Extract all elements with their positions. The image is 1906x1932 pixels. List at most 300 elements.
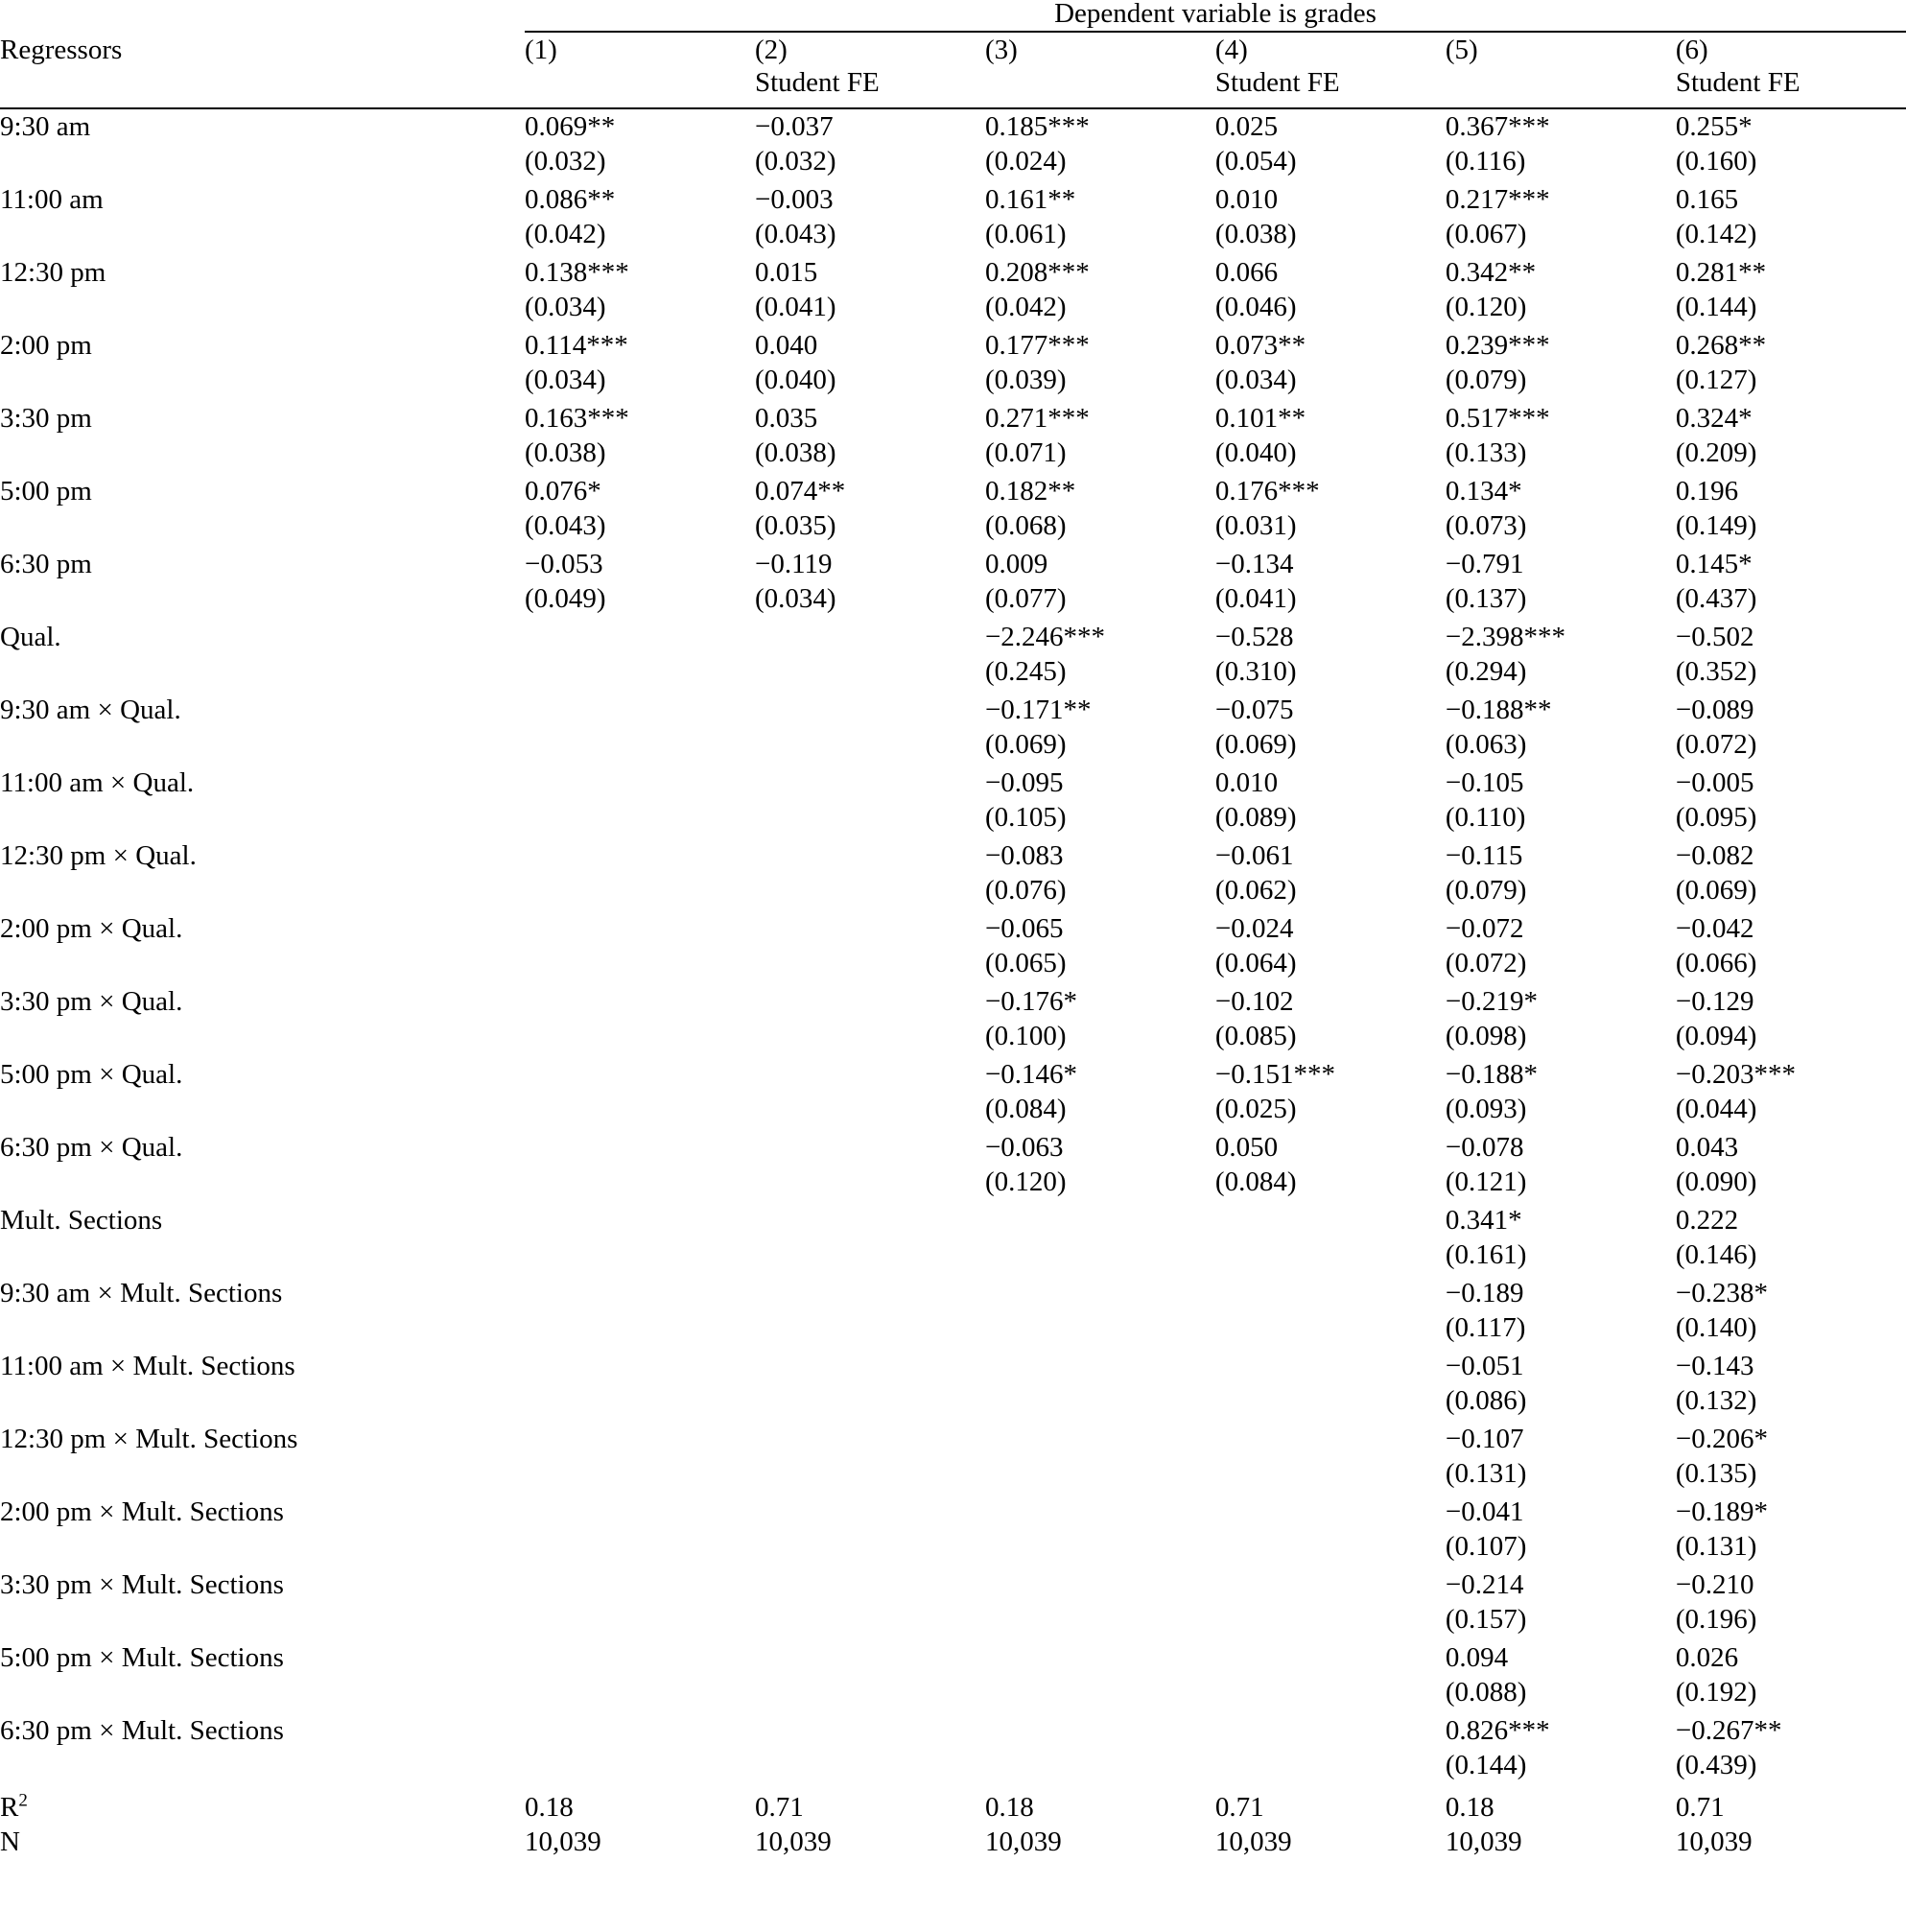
coefficient-cell: 0.010 <box>1214 767 1279 798</box>
row-label: 9:30 am × Mult. Sections <box>0 1278 283 1308</box>
standard-error-cell <box>525 1241 755 1276</box>
row-label-spacer <box>0 1023 525 1057</box>
coefficient-cell: −0.210 <box>1675 1569 1754 1600</box>
standard-error-cell: (0.041) <box>1214 583 1297 614</box>
row-label: 11:00 am × Mult. Sections <box>0 1351 295 1381</box>
coefficient-cell <box>525 1130 755 1168</box>
standard-error-cell: (0.043) <box>754 219 836 249</box>
standard-error-cell: (0.032) <box>525 146 606 177</box>
coefficient-cell <box>755 1276 985 1314</box>
coefficient-cell: −0.189 <box>1445 1278 1524 1308</box>
standard-error-cell: (0.121) <box>1445 1166 1527 1197</box>
table-row-stderr <box>0 1752 1906 1786</box>
standard-error-cell <box>755 1314 985 1349</box>
row-label: Mult. Sections <box>0 1205 163 1236</box>
table-row <box>0 693 1906 731</box>
table-row-stderr <box>0 1460 1906 1495</box>
statistic-value-cell: 10,039 <box>1214 1826 1292 1857</box>
coefficient-cell: −0.107 <box>1445 1424 1524 1454</box>
row-label: 5:00 pm × Qual. <box>0 1059 183 1090</box>
coefficient-cell <box>525 1495 755 1533</box>
standard-error-cell <box>985 1241 1215 1276</box>
statistic-value-cell: 0.18 <box>984 1792 1034 1823</box>
table-row <box>0 182 1906 221</box>
statistic-value-cell: 0.71 <box>754 1792 804 1823</box>
table-header <box>0 0 1906 108</box>
coefficient-cell: −0.146* <box>984 1059 1078 1090</box>
standard-error-cell <box>755 658 985 693</box>
standard-error-cell: (0.034) <box>754 583 836 614</box>
statistic-row <box>0 1826 1906 1861</box>
statistic-value-cell: 10,039 <box>984 1826 1062 1857</box>
coefficient-cell: 0.043 <box>1675 1132 1739 1163</box>
coefficient-cell: 0.094 <box>1445 1642 1509 1673</box>
table-row <box>0 911 1906 950</box>
coefficient-cell <box>755 1203 985 1241</box>
coefficient-cell <box>525 1567 755 1606</box>
column-subtitle-6: Student FE <box>1676 69 1906 108</box>
table-row-stderr <box>0 512 1906 547</box>
coefficient-cell: −0.188** <box>1445 695 1552 725</box>
table-row-stderr <box>0 1606 1906 1640</box>
standard-error-cell <box>525 1387 755 1422</box>
coefficient-cell <box>1215 1495 1446 1533</box>
standard-error-cell <box>525 950 755 984</box>
standard-error-cell: (0.089) <box>1214 802 1297 833</box>
row-label: 6:30 pm × Qual. <box>0 1132 183 1163</box>
statistic-value-cell: 0.71 <box>1675 1792 1725 1823</box>
standard-error-cell <box>755 1679 985 1713</box>
column-number-row <box>0 32 1906 69</box>
standard-error-cell <box>985 1752 1215 1786</box>
table-row-stderr <box>0 1241 1906 1276</box>
coefficient-cell: −0.151*** <box>1214 1059 1336 1090</box>
standard-error-cell: (0.196) <box>1675 1604 1757 1635</box>
standard-error-cell: (0.209) <box>1675 437 1757 468</box>
standard-error-cell: (0.034) <box>525 365 606 395</box>
table-row-stderr <box>0 1533 1906 1567</box>
table-row-stderr <box>0 1387 1906 1422</box>
coefficient-cell: 0.076* <box>525 476 601 507</box>
standard-error-cell: (0.245) <box>984 656 1067 687</box>
standard-error-cell <box>525 1023 755 1057</box>
standard-error-cell: (0.069) <box>984 729 1067 760</box>
standard-error-cell <box>1215 1533 1446 1567</box>
standard-error-cell: (0.043) <box>525 510 606 541</box>
row-label: 11:00 am <box>0 184 104 215</box>
coefficient-cell: −0.176* <box>984 986 1078 1017</box>
coefficient-cell: −0.095 <box>984 767 1064 798</box>
coefficient-cell <box>985 1276 1215 1314</box>
coefficient-cell: 0.185*** <box>984 111 1090 142</box>
statistic-value-cell: 10,039 <box>525 1826 601 1857</box>
coefficient-cell <box>985 1349 1215 1387</box>
coefficient-cell: 0.239*** <box>1445 330 1550 361</box>
standard-error-cell: (0.161) <box>1445 1239 1527 1270</box>
coefficient-cell <box>525 620 755 658</box>
coefficient-cell: −0.115 <box>1445 840 1523 871</box>
standard-error-cell <box>525 1168 755 1203</box>
standard-error-cell <box>985 1314 1215 1349</box>
standard-error-cell: (0.042) <box>984 292 1067 322</box>
row-label-spacer <box>0 731 525 766</box>
coefficient-cell <box>525 838 755 877</box>
standard-error-cell: (0.063) <box>1445 729 1527 760</box>
standard-error-cell: (0.160) <box>1675 146 1757 177</box>
coefficient-cell: −2.398*** <box>1445 622 1565 652</box>
coefficient-cell <box>985 1422 1215 1460</box>
row-label-spacer <box>0 1168 525 1203</box>
coefficient-cell: −0.003 <box>754 184 834 215</box>
standard-error-cell: (0.068) <box>984 510 1067 541</box>
coefficient-cell: 0.826*** <box>1445 1715 1550 1746</box>
table-row-stderr <box>0 366 1906 401</box>
coefficient-cell <box>755 693 985 731</box>
regressors-label: Regressors <box>0 35 123 65</box>
coefficient-cell: −0.203*** <box>1675 1059 1796 1090</box>
standard-error-cell: (0.031) <box>1214 510 1297 541</box>
table-body <box>0 108 1906 1861</box>
standard-error-cell <box>755 1023 985 1057</box>
standard-error-cell: (0.192) <box>1675 1677 1757 1708</box>
coefficient-cell <box>1215 1640 1446 1679</box>
coefficient-cell <box>755 984 985 1023</box>
statistic-label <box>0 1786 525 1826</box>
coefficient-cell <box>525 1640 755 1679</box>
standard-error-cell: (0.064) <box>1214 948 1297 978</box>
coefficient-cell <box>1215 1349 1446 1387</box>
column-subtitle-2: Student FE <box>755 69 985 108</box>
standard-error-cell <box>525 877 755 911</box>
coefficient-cell: 0.069** <box>525 111 616 142</box>
standard-error-cell: (0.120) <box>984 1166 1067 1197</box>
standard-error-cell <box>985 1460 1215 1495</box>
coefficient-cell: 0.217*** <box>1445 184 1550 215</box>
coefficient-cell <box>985 1640 1215 1679</box>
standard-error-cell: (0.040) <box>754 365 836 395</box>
coefficient-cell: −0.791 <box>1445 549 1524 579</box>
standard-error-cell: (0.084) <box>984 1094 1067 1124</box>
coefficient-cell: −0.105 <box>1445 767 1524 798</box>
row-label-spacer <box>0 148 525 182</box>
row-label: Qual. <box>0 622 61 652</box>
coefficient-cell: −0.267** <box>1675 1715 1782 1746</box>
standard-error-cell: (0.040) <box>1214 437 1297 468</box>
row-label-spacer <box>0 877 525 911</box>
column-subtitle-4: Student FE <box>1215 69 1446 108</box>
coefficient-cell: −2.246*** <box>984 622 1106 652</box>
coefficient-cell: 0.138*** <box>525 257 629 288</box>
column-header-3: (3) <box>984 35 1018 65</box>
standard-error-cell <box>1215 1606 1446 1640</box>
standard-error-cell: (0.035) <box>754 510 836 541</box>
table-row-stderr <box>0 1314 1906 1349</box>
coefficient-cell <box>985 1203 1215 1241</box>
coefficient-cell: 0.114*** <box>525 330 628 361</box>
standard-error-cell: (0.054) <box>1214 146 1297 177</box>
table-row-stderr <box>0 1168 1906 1203</box>
standard-error-cell <box>525 1314 755 1349</box>
header-spacer-cell <box>0 0 525 32</box>
coefficient-cell: −0.129 <box>1675 986 1754 1017</box>
statistic-value-cell: 10,039 <box>1445 1826 1522 1857</box>
coefficient-cell <box>1215 1567 1446 1606</box>
standard-error-cell: (0.041) <box>754 292 836 322</box>
column-subtitle-1 <box>525 69 755 108</box>
column-header-4: (4) <box>1214 35 1248 65</box>
row-label: 2:00 pm <box>0 330 92 361</box>
standard-error-cell: (0.131) <box>1675 1531 1757 1562</box>
coefficient-cell: −0.189* <box>1675 1496 1768 1527</box>
table-row-stderr <box>0 731 1906 766</box>
standard-error-cell <box>1215 1679 1446 1713</box>
coefficient-cell <box>525 1057 755 1096</box>
standard-error-cell: (0.079) <box>1445 875 1527 906</box>
standard-error-cell: (0.069) <box>1675 875 1757 906</box>
standard-error-cell: (0.077) <box>984 583 1067 614</box>
standard-error-cell <box>755 804 985 838</box>
coefficient-cell: −0.037 <box>754 111 834 142</box>
row-label-spacer <box>0 439 525 474</box>
table-row <box>0 401 1906 439</box>
statistic-label-superscript: 2 <box>18 1790 28 1811</box>
row-label-spacer <box>0 804 525 838</box>
statistic-label-base: R <box>0 1792 19 1823</box>
standard-error-cell: (0.071) <box>984 437 1067 468</box>
table-row <box>0 838 1906 877</box>
standard-error-cell: (0.044) <box>1675 1094 1757 1124</box>
standard-error-cell <box>755 1168 985 1203</box>
coefficient-cell: −0.214 <box>1445 1569 1524 1600</box>
coefficient-cell: 0.066 <box>1214 257 1279 288</box>
standard-error-cell <box>755 731 985 766</box>
row-label-spacer <box>0 1387 525 1422</box>
row-label: 3:30 pm × Qual. <box>0 986 183 1017</box>
standard-error-cell: (0.149) <box>1675 510 1757 541</box>
standard-error-cell <box>755 1096 985 1130</box>
coefficient-cell: 0.163*** <box>525 403 629 434</box>
standard-error-cell <box>525 1460 755 1495</box>
standard-error-cell: (0.086) <box>1445 1385 1527 1416</box>
coefficient-cell: 0.342** <box>1445 257 1537 288</box>
coefficient-cell: −0.102 <box>1214 986 1294 1017</box>
standard-error-cell: (0.025) <box>1214 1094 1297 1124</box>
standard-error-cell <box>755 1241 985 1276</box>
standard-error-cell: (0.069) <box>1214 729 1297 760</box>
table-row <box>0 1057 1906 1096</box>
standard-error-cell: (0.034) <box>525 292 606 322</box>
standard-error-cell <box>525 1752 755 1786</box>
table-row <box>0 620 1906 658</box>
row-label: 12:30 pm × Mult. Sections <box>0 1424 298 1454</box>
table-row-stderr <box>0 804 1906 838</box>
coefficient-cell <box>1215 1713 1446 1752</box>
table-row <box>0 1640 1906 1679</box>
column-header-6: (6) <box>1675 35 1708 65</box>
standard-error-cell <box>525 731 755 766</box>
table-row <box>0 1203 1906 1241</box>
table-row <box>0 1349 1906 1387</box>
row-label-spacer <box>0 512 525 547</box>
coefficient-cell <box>525 1203 755 1241</box>
standard-error-cell: (0.085) <box>1214 1021 1297 1051</box>
standard-error-cell: (0.116) <box>1445 146 1526 177</box>
standard-error-cell: (0.038) <box>525 437 606 468</box>
standard-error-cell: (0.032) <box>754 146 836 177</box>
standard-error-cell <box>985 1606 1215 1640</box>
coefficient-cell: 0.025 <box>1214 111 1279 142</box>
row-label: 6:30 pm × Mult. Sections <box>0 1715 284 1746</box>
coefficient-cell: −0.078 <box>1445 1132 1524 1163</box>
coefficient-cell: 0.009 <box>984 549 1048 579</box>
standard-error-cell <box>755 1606 985 1640</box>
row-label-spacer <box>0 585 525 620</box>
standard-error-cell: (0.437) <box>1675 583 1757 614</box>
table-row <box>0 984 1906 1023</box>
standard-error-cell: (0.073) <box>1445 510 1527 541</box>
row-label-spacer <box>0 658 525 693</box>
standard-error-cell <box>525 1096 755 1130</box>
coefficient-cell <box>755 838 985 877</box>
coefficient-cell <box>525 693 755 731</box>
coefficient-cell: 0.208*** <box>984 257 1090 288</box>
statistic-value-cell: 0.18 <box>1445 1792 1494 1823</box>
coefficient-cell <box>1215 1203 1446 1241</box>
standard-error-cell: (0.107) <box>1445 1531 1527 1562</box>
table-row <box>0 547 1906 585</box>
coefficient-cell <box>755 1495 985 1533</box>
standard-error-cell: (0.079) <box>1445 365 1527 395</box>
table-row <box>0 328 1906 366</box>
coefficient-cell: −0.188* <box>1445 1059 1538 1090</box>
standard-error-cell: (0.146) <box>1675 1239 1757 1270</box>
standard-error-cell: (0.100) <box>984 1021 1067 1051</box>
table-row <box>0 474 1906 512</box>
coefficient-cell: −0.143 <box>1675 1351 1754 1381</box>
statistic-label: N <box>0 1826 20 1857</box>
standard-error-cell <box>755 1533 985 1567</box>
row-label-spacer <box>0 221 525 255</box>
coefficient-cell <box>525 1422 755 1460</box>
coefficient-cell <box>1215 1422 1446 1460</box>
statistic-value-cell: 0.18 <box>525 1792 574 1823</box>
column-header-1: (1) <box>525 35 557 65</box>
table-row-stderr <box>0 1679 1906 1713</box>
coefficient-cell: −0.171** <box>984 695 1092 725</box>
coefficient-cell <box>1215 1276 1446 1314</box>
standard-error-cell <box>755 950 985 984</box>
dependent-variable-header-row <box>0 0 1906 32</box>
coefficient-cell <box>985 1567 1215 1606</box>
row-label: 2:00 pm × Qual. <box>0 913 183 944</box>
coefficient-cell: −0.089 <box>1675 695 1754 725</box>
coefficient-cell: −0.083 <box>984 840 1064 871</box>
statistic-row <box>0 1786 1906 1826</box>
coefficient-cell: −0.219* <box>1445 986 1538 1017</box>
standard-error-cell <box>1215 1460 1446 1495</box>
column-subtitle-3 <box>985 69 1215 108</box>
standard-error-cell: (0.038) <box>754 437 836 468</box>
standard-error-cell <box>755 877 985 911</box>
table-row <box>0 1422 1906 1460</box>
coefficient-cell: −0.502 <box>1675 622 1754 652</box>
coefficient-cell: −0.119 <box>754 549 833 579</box>
standard-error-cell <box>1215 1314 1446 1349</box>
column-subtitle-5 <box>1446 69 1676 108</box>
coefficient-cell: 0.367*** <box>1445 111 1550 142</box>
standard-error-cell: (0.131) <box>1445 1458 1527 1489</box>
row-label: 9:30 am <box>0 111 91 142</box>
dependent-variable-title: Dependent variable is grades <box>525 0 1906 32</box>
table-row-stderr <box>0 439 1906 474</box>
standard-error-cell: (0.076) <box>984 875 1067 906</box>
table-row-stderr <box>0 1023 1906 1057</box>
row-label: 5:00 pm <box>0 476 92 507</box>
coefficient-cell <box>755 1349 985 1387</box>
row-label-spacer <box>0 1096 525 1130</box>
standard-error-cell: (0.039) <box>984 365 1067 395</box>
coefficient-cell: −0.051 <box>1445 1351 1524 1381</box>
coefficient-cell: 0.026 <box>1675 1642 1739 1673</box>
table-row-stderr <box>0 1096 1906 1130</box>
standard-error-cell: (0.042) <box>525 219 606 249</box>
row-label: 6:30 pm <box>0 549 92 579</box>
coefficient-cell: −0.065 <box>984 913 1064 944</box>
coefficient-cell <box>755 1057 985 1096</box>
table-row-stderr <box>0 294 1906 328</box>
coefficient-cell <box>985 1713 1215 1752</box>
coefficient-cell: −0.061 <box>1214 840 1294 871</box>
row-label: 12:30 pm <box>0 257 106 288</box>
standard-error-cell: (0.093) <box>1445 1094 1527 1124</box>
coefficient-cell: 0.517*** <box>1445 403 1550 434</box>
standard-error-cell <box>985 1533 1215 1567</box>
standard-error-cell: (0.046) <box>1214 292 1297 322</box>
coefficient-cell <box>985 1495 1215 1533</box>
row-label-spacer <box>0 1679 525 1713</box>
table-row-stderr <box>0 221 1906 255</box>
row-label: 9:30 am × Qual. <box>0 695 181 725</box>
coefficient-cell <box>525 1349 755 1387</box>
standard-error-cell: (0.034) <box>1214 365 1297 395</box>
coefficient-cell: 0.268** <box>1675 330 1767 361</box>
standard-error-cell: (0.067) <box>1445 219 1527 249</box>
coefficient-cell: −0.041 <box>1445 1496 1524 1527</box>
row-label: 2:00 pm × Mult. Sections <box>0 1496 284 1527</box>
standard-error-cell: (0.098) <box>1445 1021 1527 1051</box>
coefficient-cell: 0.161** <box>984 184 1076 215</box>
coefficient-cell <box>525 766 755 804</box>
coefficient-cell: 0.176*** <box>1214 476 1320 507</box>
table-row <box>0 1567 1906 1606</box>
coefficient-cell: 0.196 <box>1675 476 1739 507</box>
row-label-spacer <box>0 1460 525 1495</box>
row-label-spacer <box>0 1533 525 1567</box>
standard-error-cell: (0.117) <box>1445 1312 1526 1343</box>
table-row-stderr <box>0 877 1906 911</box>
standard-error-cell: (0.157) <box>1445 1604 1527 1635</box>
coefficient-cell <box>525 984 755 1023</box>
standard-error-cell <box>755 1752 985 1786</box>
statistic-value-cell: 0.71 <box>1214 1792 1264 1823</box>
coefficient-cell: 0.341* <box>1445 1205 1522 1236</box>
standard-error-cell: (0.132) <box>1675 1385 1757 1416</box>
row-label-spacer <box>0 950 525 984</box>
standard-error-cell <box>1215 1387 1446 1422</box>
standard-error-cell <box>985 1679 1215 1713</box>
statistic-value-cell: 10,039 <box>754 1826 832 1857</box>
standard-error-cell <box>985 1387 1215 1422</box>
